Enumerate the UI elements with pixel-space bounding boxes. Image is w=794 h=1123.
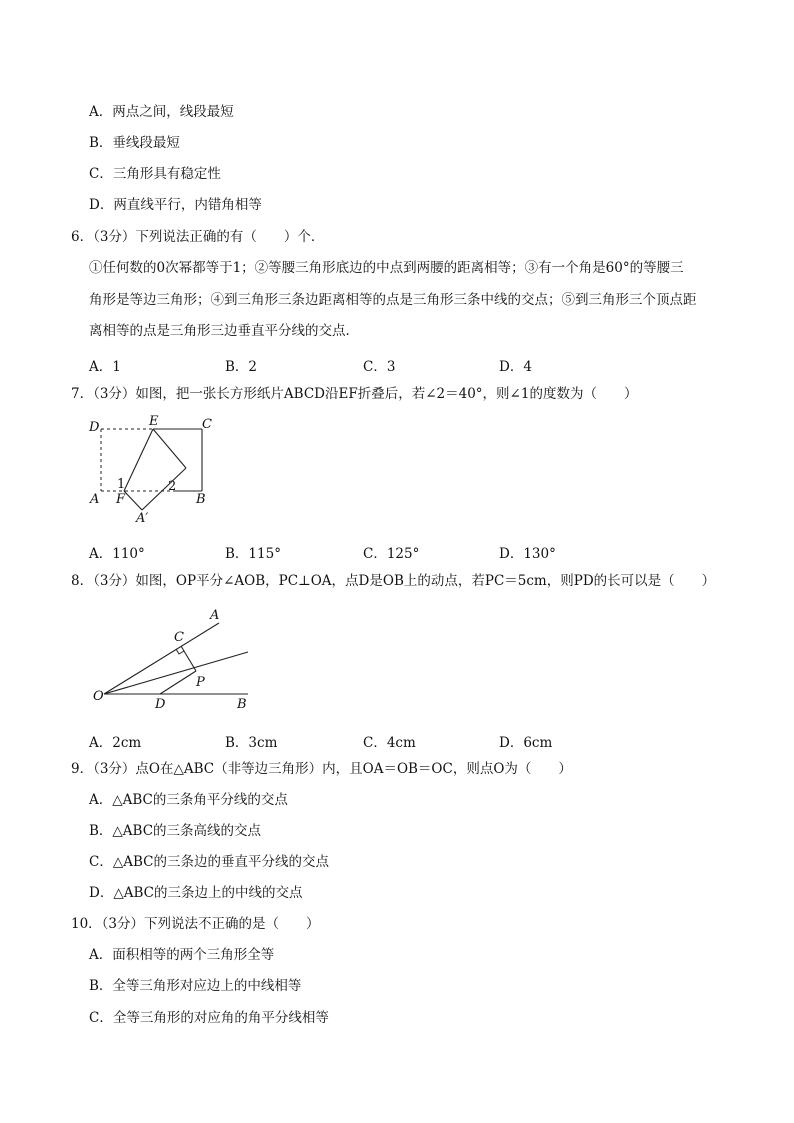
q9-option-c: C．△ABC的三条边的垂直平分线的交点 — [89, 854, 329, 870]
q10-option-c: C．全等三角形的对应角的角平分线相等 — [89, 1010, 329, 1026]
label-p: P — [196, 675, 205, 690]
q8-stem: 8．（3分）如图，OP平分∠AOB，PC⊥OA，点D是OB上的动点，若PC＝5cm，则PD的长可以是（ ） — [71, 573, 716, 589]
label-c: C — [202, 417, 212, 432]
q6-statement-line-2: 角形是等边三角形；④到三角形三条边距离相等的点是三角形三条中线的交点；⑤到三角形三个顶点距 — [89, 292, 697, 308]
label-a: A — [210, 608, 220, 623]
label-f: F — [116, 492, 126, 507]
segment-pd — [160, 671, 196, 694]
q6-stem: 6．（3分）下列说法正确的有（ ）个． — [71, 229, 325, 245]
q8-option-c: C．4cm — [363, 735, 416, 751]
q7-stem: 7．（3分）如图，把一张长方形纸片ABCD沿EF折叠后，若∠2＝40°，则∠1的度数为（ ） — [71, 386, 638, 402]
q10-option-b: B．全等三角形对应边上的中线相等 — [89, 978, 302, 994]
fold-line-ef — [124, 429, 153, 491]
q9-stem: 9．（3分）点O在△ABC（非等边三角形）内，且OA＝OB＝OC，则点O为（ ） — [71, 761, 572, 777]
q7-options — [89, 542, 649, 560]
q8-figure — [86, 602, 256, 714]
label-a-prime: A′ — [136, 511, 149, 526]
flap-edge-left — [124, 491, 142, 510]
q6-statement-line-3: 离相等的点是三角形三边垂直平分线的交点． — [89, 323, 359, 339]
label-d: D — [89, 420, 100, 435]
label-o: O — [93, 689, 104, 704]
q7-option-b: B．115° — [225, 546, 281, 562]
q6-statement-line-1: ①任何数的0次幂都等于1；②等腰三角形底边的中点到两腰的距离相等；③有一个角是60°的等腰三 — [89, 260, 684, 276]
angle-1-label: 1 — [117, 477, 126, 492]
q7-option-c: C．125° — [363, 546, 420, 562]
q5-option-b: B．垂线段最短 — [89, 135, 180, 151]
label-c: C — [174, 630, 184, 645]
q5-option-c: C．三角形具有稳定性 — [89, 166, 221, 182]
q6-option-c: C．3 — [363, 359, 396, 375]
q7-figure — [80, 412, 230, 530]
q5-option-d: D．两直线平行，内错角相等 — [89, 197, 262, 213]
q6-options — [89, 355, 649, 373]
q7-option-d: D．130° — [499, 546, 556, 562]
q10-option-a: A．面积相等的两个三角形全等 — [89, 947, 275, 963]
angle-2-label: 2 — [168, 479, 177, 494]
segment-pc — [181, 646, 196, 671]
label-b: B — [237, 697, 247, 712]
q7-option-a: A．110° — [89, 546, 145, 562]
q8-option-a: A．2cm — [89, 735, 142, 751]
flap-edge-top — [153, 429, 186, 468]
q6-option-d: D．4 — [499, 359, 532, 375]
label-a: A — [90, 492, 100, 507]
label-e: E — [149, 414, 159, 429]
flap-edge-bottom — [142, 468, 186, 510]
q6-option-a: A．1 — [89, 359, 121, 375]
label-d: D — [155, 697, 166, 712]
q9-option-d: D．△ABC的三条边上的中线的交点 — [89, 885, 303, 901]
q10-stem: 10．（3分）下列说法不正确的是（ ） — [71, 916, 320, 932]
label-b: B — [196, 492, 206, 507]
q9-option-b: B．△ABC的三条高线的交点 — [89, 823, 262, 839]
q8-option-b: B．3cm — [225, 735, 278, 751]
q8-option-d: D．6cm — [499, 735, 553, 751]
q9-option-a: A．△ABC的三条角平分线的交点 — [89, 792, 288, 808]
ray-op — [104, 652, 248, 694]
q5-option-a: A．两点之间，线段最短 — [89, 104, 234, 120]
q6-option-b: B．2 — [225, 359, 258, 375]
q8-options — [89, 731, 649, 749]
